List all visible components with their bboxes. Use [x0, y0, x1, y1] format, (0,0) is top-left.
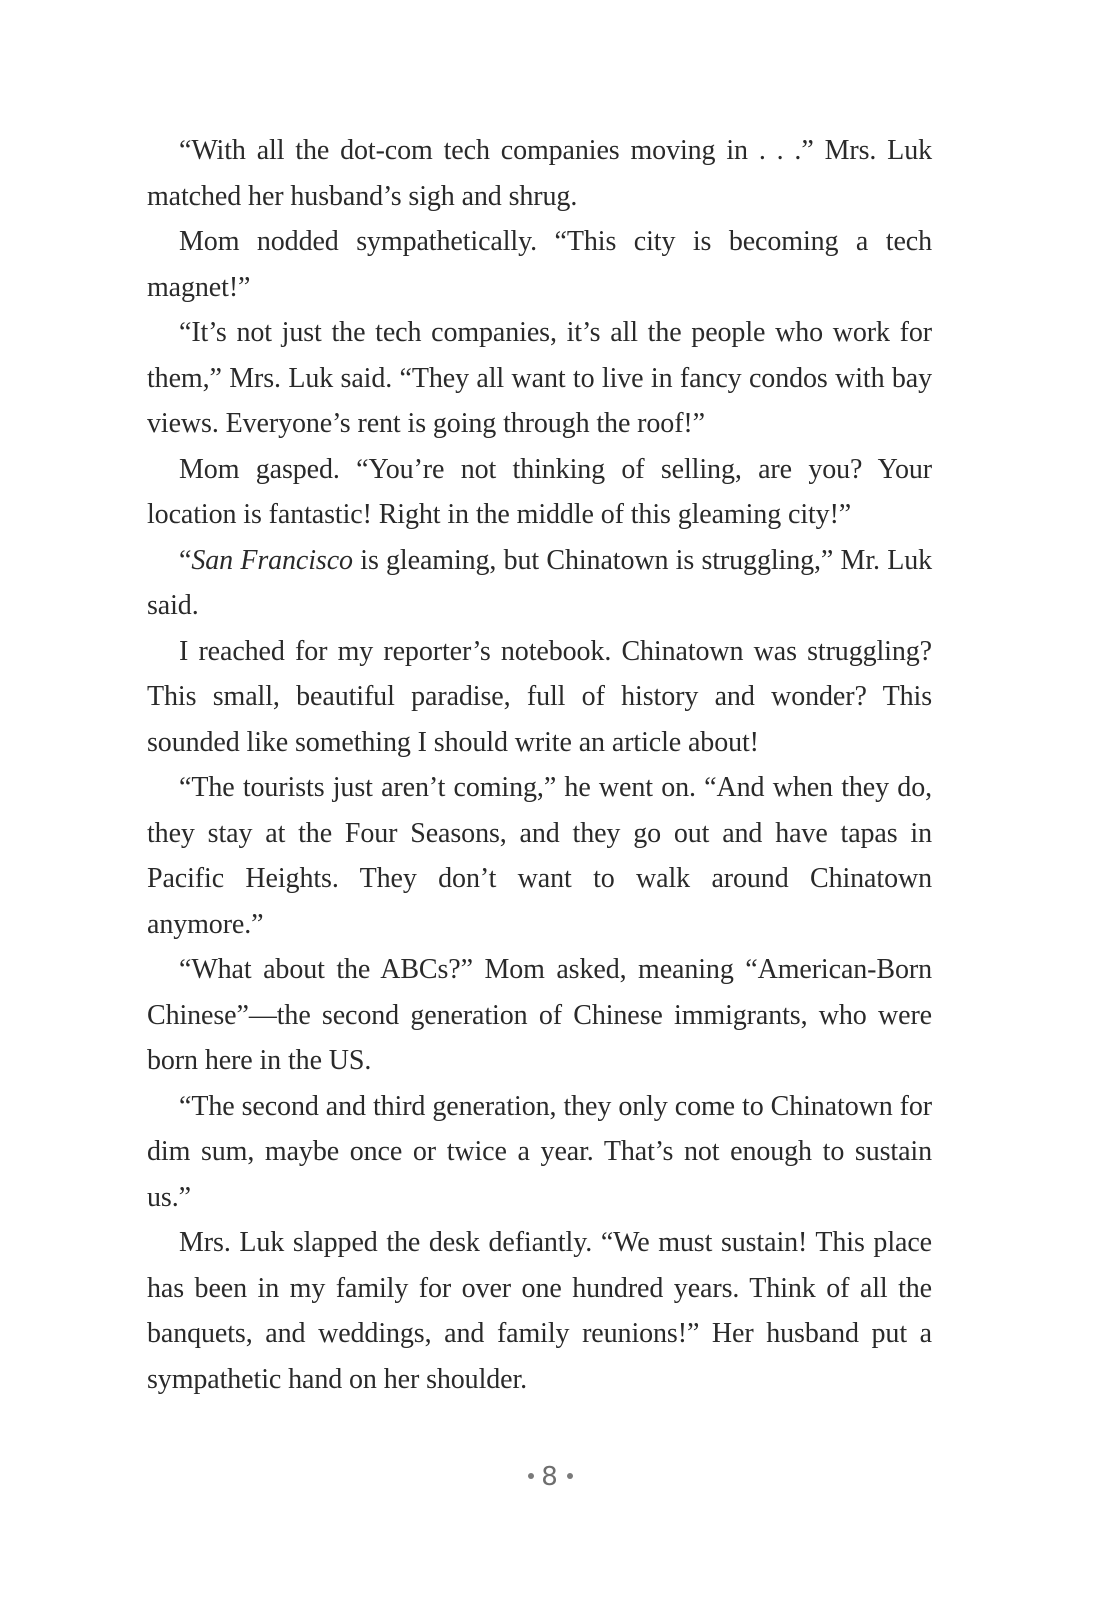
- paragraph: Mom nodded sympathetically. “This city is becoming a tech magnet!”: [147, 226, 932, 303]
- paragraph: “The second and third generation, they only come to Chinatown for dim sum, maybe once or twice a year. That’s not enough to sustain us.”: [147, 1090, 932, 1213]
- paragraph: Mom gasped. “You’re not thinking of selling, are you? Your location is fantastic! Right in the middle of this gleaming city!”: [147, 453, 932, 530]
- body-text: [147, 128, 932, 1402]
- bullet-dot-icon: [567, 1473, 573, 1479]
- paragraph: I reached for my reporter’s notebook. Chinatown was struggling? This small, beautiful paradise, full of history and wonder? This sounded like something I should write an article about!: [147, 635, 932, 758]
- paragraph: “It’s not just the tech companies, it’s all the people who work for them,” Mrs. Luk said. “They all want to live in fancy condos with bay views. Everyone’s rent is going through the roof!”: [147, 317, 932, 439]
- open-quote: “: [179, 544, 192, 576]
- paragraph: “The tourists just aren’t coming,” he went on. “And when they do, they stay at the Four Seasons, and they go out and have tapas in Pacific Heights. They don’t want to walk around Chinatown anymore.”: [147, 772, 932, 940]
- paragraph: “With all the dot-com tech companies moving in . . .” Mrs. Luk matched her husband’s sigh and shrug.: [147, 135, 932, 212]
- bullet-dot-icon: [528, 1473, 534, 1479]
- paragraph: Mrs. Luk slapped the desk defiantly. “We must sustain! This place has been in my family for over one hundred years. Think of all the banquets, and weddings, and family reunions!” Her husband put a sympathetic hand on her shoulder.: [147, 1227, 932, 1395]
- paragraph: “What about the ABCs?” Mom asked, meaning “American-Born Chinese”—the second generation of Chinese immigrants, who were born here in the US.: [147, 954, 932, 1076]
- italic-place-name: San Francisco: [191, 544, 353, 576]
- page-number-value: 8: [541, 1462, 560, 1492]
- paragraph-with-italic: [147, 538, 932, 629]
- page-number: [0, 1462, 1101, 1492]
- paragraph-rest: is gleaming, but Chinatown is struggling,” Mr. Luk said.: [147, 544, 933, 621]
